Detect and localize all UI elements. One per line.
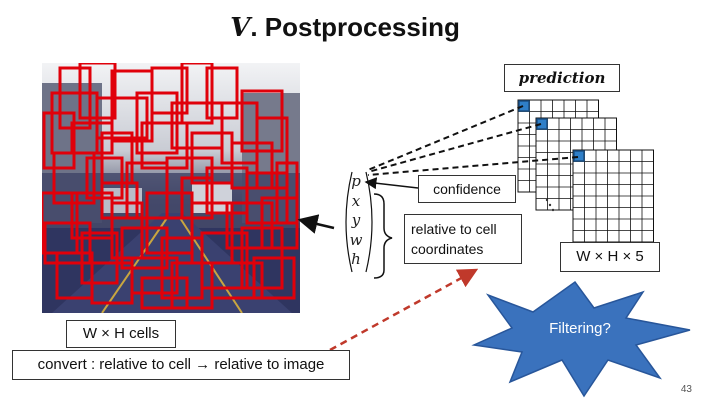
cells-label: W × H cells: [82, 325, 160, 342]
cells-box: [66, 320, 176, 348]
curly-brace: [374, 194, 392, 278]
highlighted-cell: [574, 151, 584, 161]
vector-h: h: [351, 250, 361, 268]
dimensions-label: W × H × 5: [576, 248, 644, 265]
dimensions-box: [560, 242, 660, 272]
vector-x: x: [351, 191, 361, 210]
relative-to-cell-box: [404, 214, 522, 264]
relative-line-1: relative to cell: [411, 221, 497, 237]
title-roman-numeral: V: [230, 13, 251, 43]
page-number: 43: [680, 384, 692, 395]
filtering-label: Filtering?: [549, 320, 611, 337]
convert-arrow: [330, 270, 476, 350]
convert-label: convert : relative to cell → relative to image: [37, 356, 325, 373]
vector-y: y: [351, 211, 361, 229]
confidence-label: confidence: [433, 181, 501, 197]
relative-line-2: coordinates: [411, 241, 484, 257]
vector-to-photo-arrow: [300, 220, 334, 228]
prediction-label: prediction: [518, 69, 606, 87]
filtering-starburst: [474, 282, 690, 396]
prediction-vector: [338, 172, 374, 270]
title-text: . Postprocessing: [250, 12, 460, 42]
convert-box: [12, 350, 350, 380]
confidence-box: [418, 175, 516, 203]
vector-w: w: [349, 230, 363, 249]
prediction-label-box: [504, 64, 620, 92]
vector-p: p: [351, 172, 361, 190]
prediction-grids: [518, 100, 654, 242]
